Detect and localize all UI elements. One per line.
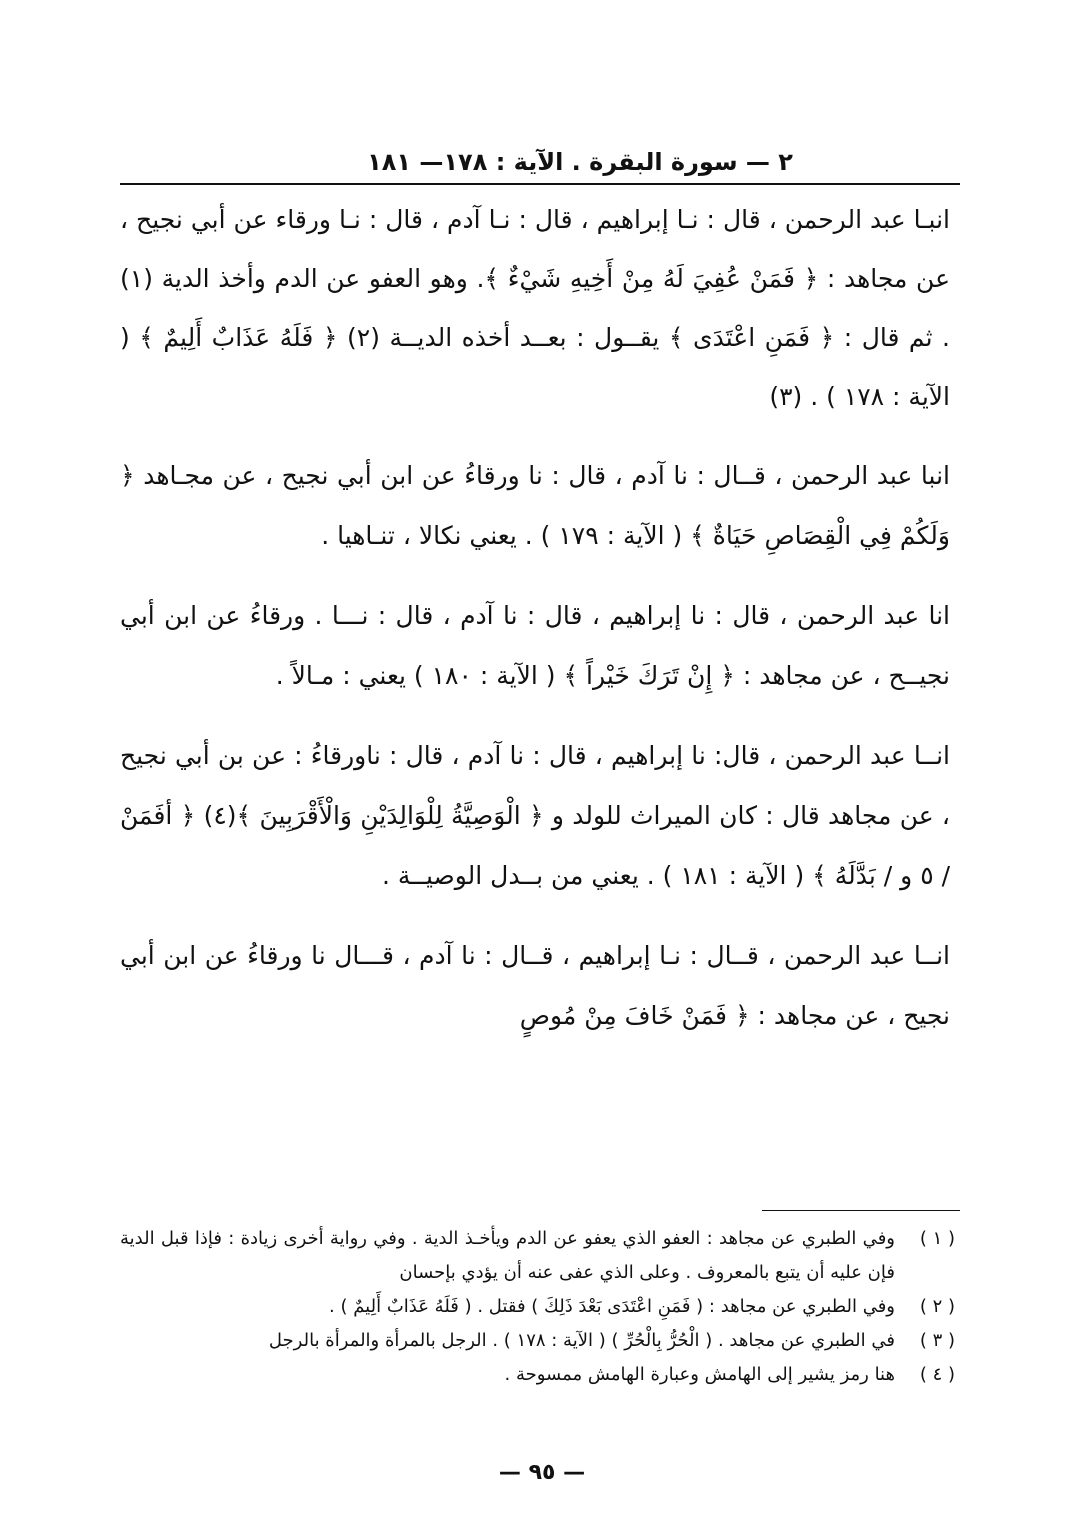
footnote-number: ( ٣ ) (919, 1330, 955, 1351)
footnotes (120, 1222, 955, 1392)
page-number: — ٩٥ — (498, 1460, 586, 1485)
footnote-text: هنا رمز يشير إلى الهامش وعبارة الهامش ممسوحة . (504, 1364, 895, 1385)
footnote-text: وفي الطبري عن مجاهد : العفو الذي يعفو عن الدم ويأخـذ الدية . وفي رواية أخرى زيادة : فإذا قبل الدية فإن عليه أن يتبع بالمعروف . وعلى الذي عفى عنه أن يؤدي بإحسان (120, 1228, 895, 1283)
footnote-2 (120, 1290, 955, 1324)
paragraph-1: انبـا عبد الرحمن ، قال : نـا إبراهيم ، قال : نـا آدم ، قال : نـا ورقاء عن أبي نجيح ، عن مجاهد : ﴿ فَمَنْ عُفِيَ لَهُ مِنْ أَخِيهِ شَيْءٌ ﴾. وهو العفو عن الدم وأخذ الدية (١) . ثم قال : ﴿ فَمَنِ اعْتَدَى ﴾ يقــول : بعــد أخذه الديــة (٢) ﴿ فَلَهُ عَذَابٌ أَلِيمٌ ﴾ ( الآية : ١٧٨ ) . (٣) (120, 205, 950, 411)
paragraph-3: انا عبد الرحمن ، قال : نا إبراهيم ، قال : نا آدم ، قال : نـــا . ورقاءُ عن ابن أبي نجيــح ، عن مجاهد : ﴿ إِنْ تَرَكَ خَيْراً ﴾ ( الآية : ١٨٠ ) يعني : مـالاً . (120, 601, 950, 690)
footnote-number: ( ١ ) (919, 1228, 955, 1249)
footnote-number: ( ٤ ) (919, 1364, 955, 1385)
paragraph-5: انــا عبد الرحمن ، قــال : نـا إبراهيم ، قــال : نا آدم ، قـــال نا ورقاءُ عن ابن أبي نجيح ، عن مجاهد : ﴿ فَمَنْ خَافَ مِنْ مُوصٍ (120, 941, 950, 1030)
footnote-1 (120, 1222, 955, 1290)
footnote-text: في الطبري عن مجاهد . ( الْحُرُّ بِالْحُرِّ ) ( الآية : ١٧٨ ) . الرجل بالمرأة والمرأة بالرجل (268, 1330, 895, 1351)
footnote-3 (120, 1324, 955, 1358)
footnote-4 (120, 1358, 955, 1392)
paragraph-2: انبا عبد الرحمن ، قــال : نا آدم ، قال : نا ورقاءُ عن ابن أبي نجيح ، عن مجـاهد ﴿ وَلَكُمْ فِي الْقِصَاصِ حَيَاةٌ ﴾ ( الآية : ١٧٩ ) . يعني نكالا ، تنـاهيا . (120, 461, 950, 550)
paragraph-4: انــا عبد الرحمن ، قال: نا إبراهيم ، قال : نا آدم ، قال : ناورقاءُ : عن بن أبي نجيح ، عن مجاهد قال : كان الميراث للولد و ﴿ الْوَصِيَّةُ لِلْوَالِدَيْنِ وَالْأَقْرَبِينَ ﴾(٤) ﴿ أفَمَنْ / ٥ و / بَدَّلَهُ ﴾ ( الآية : ١٨١ ) . يعني من بــدل الوصيــة . (120, 741, 950, 890)
main-text (120, 190, 950, 1066)
header-rule (120, 183, 960, 185)
page-header: ٢ — سورة البقرة . الآية : ١٧٨— ١٨١ (367, 148, 793, 176)
footnote-number: ( ٢ ) (919, 1296, 955, 1317)
footnote-rule (762, 1210, 960, 1211)
footnote-text: وفي الطبري عن مجاهد : ( فَمَنِ اعْتَدَى بَعْدَ ذَلِكَ ) فقتل . ( فَلَهُ عَذَابٌ أَلِيمٌ ) . (329, 1296, 895, 1317)
